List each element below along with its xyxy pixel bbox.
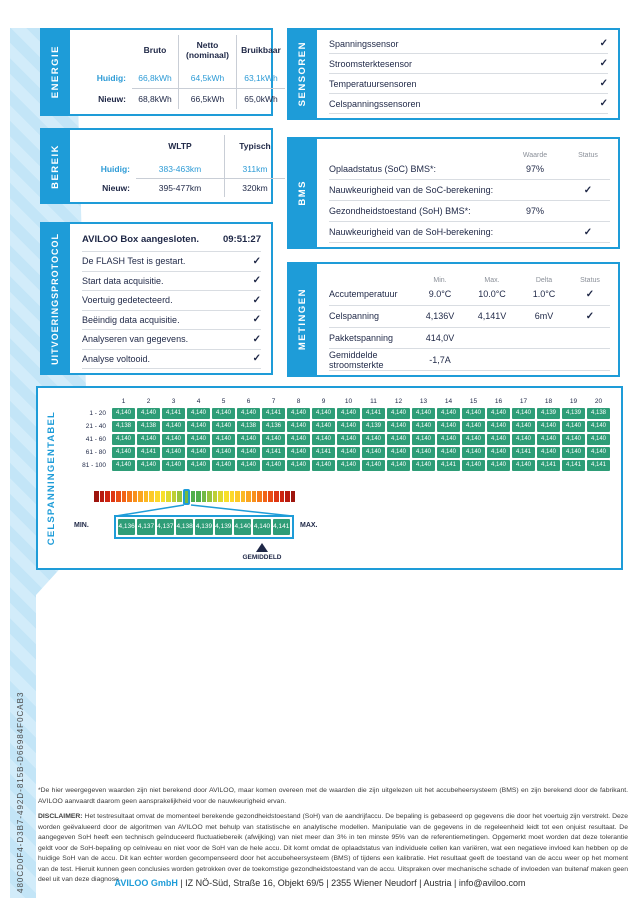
- cell-voltage-value: 4,141: [312, 447, 335, 458]
- zoom-cell-value: 4,139: [215, 519, 232, 535]
- cell-voltage-value: 4,141: [587, 460, 610, 471]
- column-number: 17: [519, 398, 528, 405]
- column-number: 7: [271, 398, 276, 405]
- cell-voltage-value: 4,140: [387, 408, 410, 419]
- scale-segment: [263, 491, 268, 502]
- tab-metingen: METINGEN: [287, 262, 317, 377]
- column-number: 5: [221, 398, 226, 405]
- cell-voltage-value: 4,140: [162, 421, 185, 432]
- cell-voltage-value: 4,140: [212, 408, 235, 419]
- check-icon: ✓: [585, 288, 595, 300]
- metingen-col-status: Status: [580, 277, 600, 284]
- scale-segment: [252, 491, 257, 502]
- row-range-label: 1 - 20: [89, 410, 106, 417]
- metingen-row: Celspanning 4,136V 4,141V 6mV ✓: [329, 306, 610, 328]
- bms-row: Nauwkeurigheid van de SoH-berekening: ✓: [329, 222, 610, 243]
- cell-voltage-value: 4,140: [487, 447, 510, 458]
- row-range-label: 61 - 80: [85, 449, 106, 456]
- bereik-card: [58, 128, 273, 204]
- protocol-step: Beëindig data acquisitie. ✓: [82, 311, 261, 331]
- energie-huidig-bruto: 66,8kWh: [138, 72, 172, 83]
- sensor-row: Celspanningssensoren ✓: [329, 94, 608, 114]
- row-range-label: 21 - 40: [85, 423, 106, 430]
- scale-segment: [122, 491, 127, 502]
- cell-voltage-value: 4,140: [487, 408, 510, 419]
- cell-voltage-value: 4,140: [487, 434, 510, 445]
- cell-voltage-value: 4,140: [112, 447, 135, 458]
- column-number: 18: [544, 398, 553, 405]
- cell-voltage-value: 4,136: [262, 421, 285, 432]
- sensoren-card: [305, 28, 620, 120]
- bereik-col-typisch: Typisch: [224, 135, 285, 159]
- check-icon: ✓: [599, 58, 608, 69]
- cell-voltage-value: 4,141: [562, 460, 585, 471]
- bms-col-waarde: Waarde: [522, 152, 548, 159]
- check-icon: ✓: [252, 314, 261, 326]
- cell-voltage-value: 4,140: [512, 408, 535, 419]
- company-name: AVILOO GmbH: [114, 878, 178, 888]
- cell-voltage-value: 4,141: [162, 408, 185, 419]
- table-corner: [62, 396, 110, 406]
- cell-voltage-value: 4,140: [512, 434, 535, 445]
- bms-row: Nauwkeurigheid van de SoC-berekening: ✓: [329, 180, 610, 201]
- cell-voltage-value: 4,140: [462, 460, 485, 471]
- section-energie: [40, 28, 281, 116]
- metingen-table: [329, 268, 610, 371]
- tab-bereik: BEREIK: [40, 128, 70, 204]
- zoom-cell-value: 4,141: [273, 519, 290, 535]
- scale-segment: [94, 491, 99, 502]
- cell-voltage-value: 4,140: [312, 408, 335, 419]
- cell-voltage-value: 4,140: [437, 434, 460, 445]
- cell-voltage-value: 4,140: [412, 447, 435, 458]
- energie-col-bruto: Bruto: [143, 45, 167, 56]
- cell-voltage-value: 4,140: [237, 460, 260, 471]
- protocol-time: 09:51:27: [222, 234, 261, 245]
- cell-voltage-value: 4,139: [362, 421, 385, 432]
- column-number: 10: [344, 398, 353, 405]
- bereik-table: [80, 135, 271, 197]
- scale-segment: [166, 491, 171, 502]
- check-icon: ✓: [252, 255, 261, 267]
- column-number: 9: [321, 398, 326, 405]
- cell-voltage-value: 4,140: [312, 434, 335, 445]
- metingen-row: Gemiddelde stroomsterkte -1,7A: [329, 349, 610, 371]
- cell-voltage-value: 4,141: [537, 460, 560, 471]
- sensor-row: Stroomsterktesensor ✓: [329, 54, 608, 74]
- cell-voltage-value: 4,140: [212, 434, 235, 445]
- voltage-scale-bar: [94, 491, 296, 502]
- bms-card: [305, 137, 620, 249]
- cell-voltage-value: 4,140: [387, 421, 410, 432]
- scale-segment: [224, 491, 229, 502]
- cell-voltage-value: 4,140: [412, 408, 435, 419]
- bereik-col-wltp: WLTP: [168, 141, 192, 152]
- energie-nieuw-bruto: 68,8kWh: [132, 88, 178, 109]
- check-icon: ✓: [599, 78, 608, 89]
- bereik-huidig-typisch: 311km: [224, 159, 285, 178]
- protocol-header-label: AVILOO Box aangesloten.: [82, 234, 200, 245]
- scale-segment: [268, 491, 273, 502]
- tab-celspanningentabel: CELSPANNINGENTABEL: [38, 388, 64, 568]
- scale-segment: [274, 491, 279, 502]
- sensoren-rows: [329, 34, 608, 114]
- cell-voltage-value: 4,140: [412, 434, 435, 445]
- check-icon: ✓: [252, 333, 261, 345]
- cell-voltage-value: 4,140: [362, 447, 385, 458]
- scale-segment: [111, 491, 116, 502]
- cell-voltage-value: 4,140: [587, 421, 610, 432]
- energie-row-label-nieuw: Nieuw:: [98, 93, 126, 104]
- energie-card: [58, 28, 281, 116]
- cell-voltage-value: 4,140: [387, 460, 410, 471]
- scale-segment: [105, 491, 110, 502]
- cell-voltage-value: 4,140: [512, 460, 535, 471]
- protocol-card: [58, 222, 273, 375]
- cell-voltage-value: 4,140: [437, 447, 460, 458]
- cell-voltage-value: 4,140: [562, 421, 585, 432]
- row-range-label: 41 - 60: [85, 436, 106, 443]
- cell-voltage-value: 4,140: [112, 408, 135, 419]
- metingen-card: [305, 262, 620, 377]
- check-icon: ✓: [583, 184, 593, 196]
- cell-voltage-value: 4,141: [137, 447, 160, 458]
- check-icon: ✓: [252, 294, 261, 306]
- scale-segment: [138, 491, 143, 502]
- cell-voltage-value: 4,140: [487, 460, 510, 471]
- sensor-row: Temperatuursensoren ✓: [329, 74, 608, 94]
- scale-segment: [280, 491, 285, 502]
- column-number: 20: [594, 398, 603, 405]
- energie-huidig-netto: 64,5kWh: [178, 67, 236, 88]
- energie-row-label-huidig: Huidig:: [96, 72, 126, 83]
- column-number: 12: [394, 398, 403, 405]
- cell-voltage-value: 4,140: [362, 460, 385, 471]
- bereik-nieuw-wltp: 395-477km: [136, 178, 224, 197]
- cell-voltage-table: [62, 396, 610, 471]
- cell-voltage-value: 4,140: [412, 421, 435, 432]
- cell-voltage-value: 4,140: [237, 447, 260, 458]
- cell-voltage-value: 4,141: [262, 447, 285, 458]
- metingen-table-header: [329, 268, 610, 284]
- scale-segment: [127, 491, 132, 502]
- voltage-zoom-strip: [114, 515, 294, 539]
- metingen-row: Pakketspanning 414,0V: [329, 328, 610, 350]
- bereik-row-label-huidig: Huidig:: [100, 163, 130, 174]
- footnote-disclaimer: DISCLAIMER: Het testresultaat omvat de momenteel berekende gezondheidstoestand (SoH) van de aandrijfaccu. De bepaling is gebaseerd op gegevens die door het voertuig zijn verstrekt. Deze worden geëvalueerd door de algoritmen van AVILOO met behulp van statistische en analytische modellen. Manipulatie van de gegevens in de regeleenheid leidt tot een onjuist resultaat. De aangegeven SoH heeft een technisch geïnduceerd fluctuatiebereik (afwijking) van niet meer dan 3% in ten minste 95% van de referentiemetingen. Opgemerkt moet worden dat deze tolerantie geldt voor de SoH-bepaling op celniveau en niet voor de SoH van de hele accu. Dit komt omdat de oplaadstatus van individuele cellen kan variëren, wat een negatieve invloed kan hebben op de huidige SoH van de accu. Dit kan echter worden gecompenseerd door het accubeheersysteem (BMS) of tijdens een kalibratie. Het resultaat geeft de toestand van de accu weer op het moment van de test. Hieruit kunnen geen conclusies worden getrokken over de toekomstige gezondheidstoestand van de accu. Uitspraken over mechanische schade of invloeden van buitenaf maken geen deel uit van deze diagnose.: [38, 813, 628, 884]
- column-number: 6: [246, 398, 251, 405]
- scale-segment: [144, 491, 149, 502]
- scale-segment: [196, 491, 201, 502]
- cell-voltage-value: 4,140: [137, 434, 160, 445]
- cell-voltage-value: 4,140: [287, 408, 310, 419]
- bms-row: Gezondheidstoestand (SoH) BMS*: 97%: [329, 201, 610, 222]
- column-number: 19: [569, 398, 578, 405]
- cell-voltage-value: 4,140: [187, 460, 210, 471]
- cell-voltage-value: 4,140: [262, 434, 285, 445]
- cell-voltage-value: 4,140: [387, 434, 410, 445]
- scale-min-label: MIN.: [74, 522, 89, 529]
- cell-voltage-value: 4,140: [312, 421, 335, 432]
- scale-segment: [100, 491, 105, 502]
- average-pointer-icon: [256, 543, 268, 552]
- scale-segment: [172, 491, 177, 502]
- energie-nieuw-netto: 66,5kWh: [178, 88, 236, 109]
- check-icon: ✓: [252, 275, 261, 287]
- cell-voltage-value: 4,140: [187, 421, 210, 432]
- tab-energie: ENERGIE: [40, 28, 70, 116]
- zoom-cell-value: 4,138: [176, 519, 193, 535]
- scale-segment: [202, 491, 207, 502]
- scale-segment: [177, 491, 182, 502]
- cell-voltage-value: 4,140: [537, 434, 560, 445]
- metingen-col-max: Max.: [484, 277, 500, 284]
- cell-voltage-value: 4,140: [537, 447, 560, 458]
- energie-nieuw-bruikbaar: 65,0kWh: [236, 88, 285, 109]
- cell-voltage-value: 4,140: [487, 421, 510, 432]
- cell-voltage-value: 4,140: [462, 434, 485, 445]
- cell-voltage-value: 4,140: [337, 434, 360, 445]
- zoom-cell-value: 4,137: [137, 519, 154, 535]
- company-address: | IZ NÖ-Süd, Straße 16, Objekt 69/5 | 2355 Wiener Neudorf | Austria | info@aviloo.com: [177, 878, 526, 888]
- cell-voltage-value: 4,140: [587, 434, 610, 445]
- section-metingen: [287, 262, 620, 377]
- column-number: 4: [196, 398, 201, 405]
- protocol-step: Start data acquisitie. ✓: [82, 272, 261, 292]
- cell-voltage-value: 4,140: [137, 460, 160, 471]
- scale-segment: [235, 491, 240, 502]
- cell-voltage-value: 4,141: [362, 408, 385, 419]
- column-number: 15: [469, 398, 478, 405]
- cell-voltage-value: 4,138: [137, 421, 160, 432]
- cell-voltage-value: 4,140: [387, 447, 410, 458]
- column-number: 8: [296, 398, 301, 405]
- protocol-rows: [82, 228, 261, 369]
- section-celspanningentabel: [36, 386, 623, 570]
- scale-segment: [218, 491, 223, 502]
- cell-voltage-value: 4,138: [112, 421, 135, 432]
- scale-segment: [207, 491, 212, 502]
- cell-voltage-value: 4,140: [462, 408, 485, 419]
- bereik-huidig-wltp: 383-463km: [158, 163, 202, 174]
- zoom-cell-value: 4,140: [253, 519, 270, 535]
- column-number: 3: [171, 398, 176, 405]
- cell-voltage-value: 4,140: [562, 447, 585, 458]
- cell-voltage-value: 4,140: [287, 447, 310, 458]
- scale-segment: [246, 491, 251, 502]
- cell-voltage-value: 4,140: [162, 434, 185, 445]
- cell-voltage-value: 4,141: [262, 408, 285, 419]
- section-protocol: [40, 222, 273, 375]
- cell-voltage-value: 4,140: [562, 434, 585, 445]
- check-icon: ✓: [599, 98, 608, 109]
- scale-segment: [257, 491, 262, 502]
- bms-row: Oplaadstatus (SoC) BMS*: 97%: [329, 159, 610, 180]
- pakketspanning-value: 414,0V: [425, 332, 455, 343]
- scale-segment: [116, 491, 121, 502]
- check-icon: ✓: [252, 353, 261, 365]
- cell-voltage-value: 4,140: [187, 447, 210, 458]
- scale-segment: [241, 491, 246, 502]
- scale-segment: [149, 491, 154, 502]
- cell-voltage-value: 4,140: [112, 434, 135, 445]
- cell-voltage-value: 4,140: [462, 421, 485, 432]
- zoom-cell-value: 4,136: [118, 519, 135, 535]
- check-icon: ✓: [585, 310, 595, 322]
- column-number: 2: [146, 398, 151, 405]
- column-number: 1: [121, 398, 126, 405]
- column-number: 13: [419, 398, 428, 405]
- scale-segment: [285, 491, 290, 502]
- tab-sensoren: SENSOREN: [287, 28, 317, 120]
- scale-segment: [133, 491, 138, 502]
- tab-protocol: UITVOERINGSPROTOCOL: [40, 222, 70, 375]
- cell-voltage-value: 4,138: [237, 421, 260, 432]
- cell-voltage-value: 4,140: [587, 447, 610, 458]
- cell-voltage-value: 4,140: [137, 408, 160, 419]
- cell-voltage-value: 4,140: [412, 460, 435, 471]
- bereik-row-label-nieuw: Nieuw:: [102, 182, 130, 193]
- protocol-step: Analyse voltooid. ✓: [82, 350, 261, 370]
- scale-segment: [155, 491, 160, 502]
- section-bms: [287, 137, 620, 249]
- cell-voltage-value: 4,140: [187, 434, 210, 445]
- scale-segment: [213, 491, 218, 502]
- bms-table-header: [329, 143, 610, 159]
- cell-voltage-value: 4,140: [437, 421, 460, 432]
- cell-voltage-value: 4,139: [562, 408, 585, 419]
- scale-segment: [161, 491, 166, 502]
- cell-voltage-value: 4,140: [337, 421, 360, 432]
- energie-table: [80, 35, 281, 109]
- metingen-row: Accutemperatuur 9.0°C 10.0°C 1.0°C ✓: [329, 284, 610, 306]
- document-serial: 480CD0F4-D3B7-492D-815B-D66984F0CAB3: [16, 691, 25, 893]
- cell-voltage-value: 4,140: [337, 408, 360, 419]
- scale-highlight-segment: [183, 489, 190, 505]
- cell-voltage-value: 4,140: [512, 421, 535, 432]
- bms-soc-value: 97%: [525, 164, 544, 174]
- average-label: GEMIDDELD: [242, 554, 282, 561]
- cell-voltage-value: 4,140: [187, 408, 210, 419]
- bms-col-status: Status: [578, 152, 598, 159]
- cell-voltage-value: 4,139: [537, 408, 560, 419]
- zoom-cell-value: 4,140: [234, 519, 251, 535]
- row-range-label: 81 - 100: [82, 462, 106, 469]
- cell-voltage-value: 4,140: [237, 408, 260, 419]
- check-icon: ✓: [583, 226, 593, 238]
- cell-voltage-value: 4,140: [537, 421, 560, 432]
- column-number: 11: [370, 398, 377, 405]
- cell-voltage-value: 4,140: [312, 460, 335, 471]
- cell-voltage-value: 4,140: [212, 421, 235, 432]
- cell-voltage-value: 4,141: [437, 460, 460, 471]
- cell-voltage-value: 4,140: [262, 460, 285, 471]
- zoom-cell-value: 4,137: [157, 519, 174, 535]
- energie-col-bruikbaar: Bruikbaar: [236, 35, 285, 67]
- protocol-header-row: [82, 228, 261, 252]
- bms-table: [329, 143, 610, 243]
- cell-voltage-value: 4,140: [112, 460, 135, 471]
- cell-voltage-value: 4,141: [512, 447, 535, 458]
- cell-voltage-value: 4,140: [437, 408, 460, 419]
- cell-voltage-value: 4,140: [237, 434, 260, 445]
- section-sensoren: [287, 28, 620, 120]
- cell-voltage-value: 4,140: [287, 434, 310, 445]
- cell-voltage-value: 4,140: [337, 460, 360, 471]
- cell-voltage-value: 4,140: [462, 447, 485, 458]
- column-number: 16: [494, 398, 503, 405]
- protocol-step: Voertuig gedetecteerd. ✓: [82, 291, 261, 311]
- column-number: 14: [444, 398, 453, 405]
- energie-col-netto: Netto (nominaal): [178, 35, 236, 67]
- bms-soh-value: 97%: [525, 206, 544, 216]
- cell-voltage-value: 4,140: [287, 460, 310, 471]
- cell-voltage-value: 4,138: [587, 408, 610, 419]
- scale-segment: [191, 491, 196, 502]
- zoom-cell-value: 4,139: [195, 519, 212, 535]
- cell-voltage-value: 4,140: [162, 447, 185, 458]
- cell-voltage-value: 4,140: [212, 447, 235, 458]
- tab-bms: BMS: [287, 137, 317, 249]
- sensor-row: Spanningssensor ✓: [329, 34, 608, 54]
- protocol-step: De FLASH Test is gestart. ✓: [82, 252, 261, 272]
- check-icon: ✓: [599, 38, 608, 49]
- footer-contact-line: [0, 878, 640, 888]
- scale-segment: [230, 491, 235, 502]
- protocol-step: Analyseren van gegevens. ✓: [82, 330, 261, 350]
- scale-segment: [291, 491, 296, 502]
- cell-voltage-value: 4,140: [162, 460, 185, 471]
- metingen-col-min: Min.: [433, 277, 447, 284]
- section-bereik: [40, 128, 273, 204]
- energie-huidig-bruikbaar: 63,1kWh: [236, 67, 285, 88]
- cell-voltage-value: 4,140: [337, 447, 360, 458]
- footnote-bms-values: *De hier weergegeven waarden zijn niet berekend door AVILOO, maar komen overeen met de waarden die zijn uitgelezen uit het accubeheersysteem (BMS) en zijn berekend door de fabrikant. AVILOO aanvaardt daarom geen aansprakelijkheid voor de nauwkeurigheid ervan.: [38, 787, 628, 805]
- bereik-nieuw-typisch: 320km: [224, 178, 285, 197]
- cell-voltage-value: 4,140: [362, 434, 385, 445]
- scale-max-label: MAX.: [300, 522, 318, 529]
- metingen-col-delta: Delta: [535, 277, 553, 284]
- cell-voltage-value: 4,140: [212, 460, 235, 471]
- cell-voltage-value: 4,140: [287, 421, 310, 432]
- stroomsterkte-value: -1,7A: [429, 354, 451, 365]
